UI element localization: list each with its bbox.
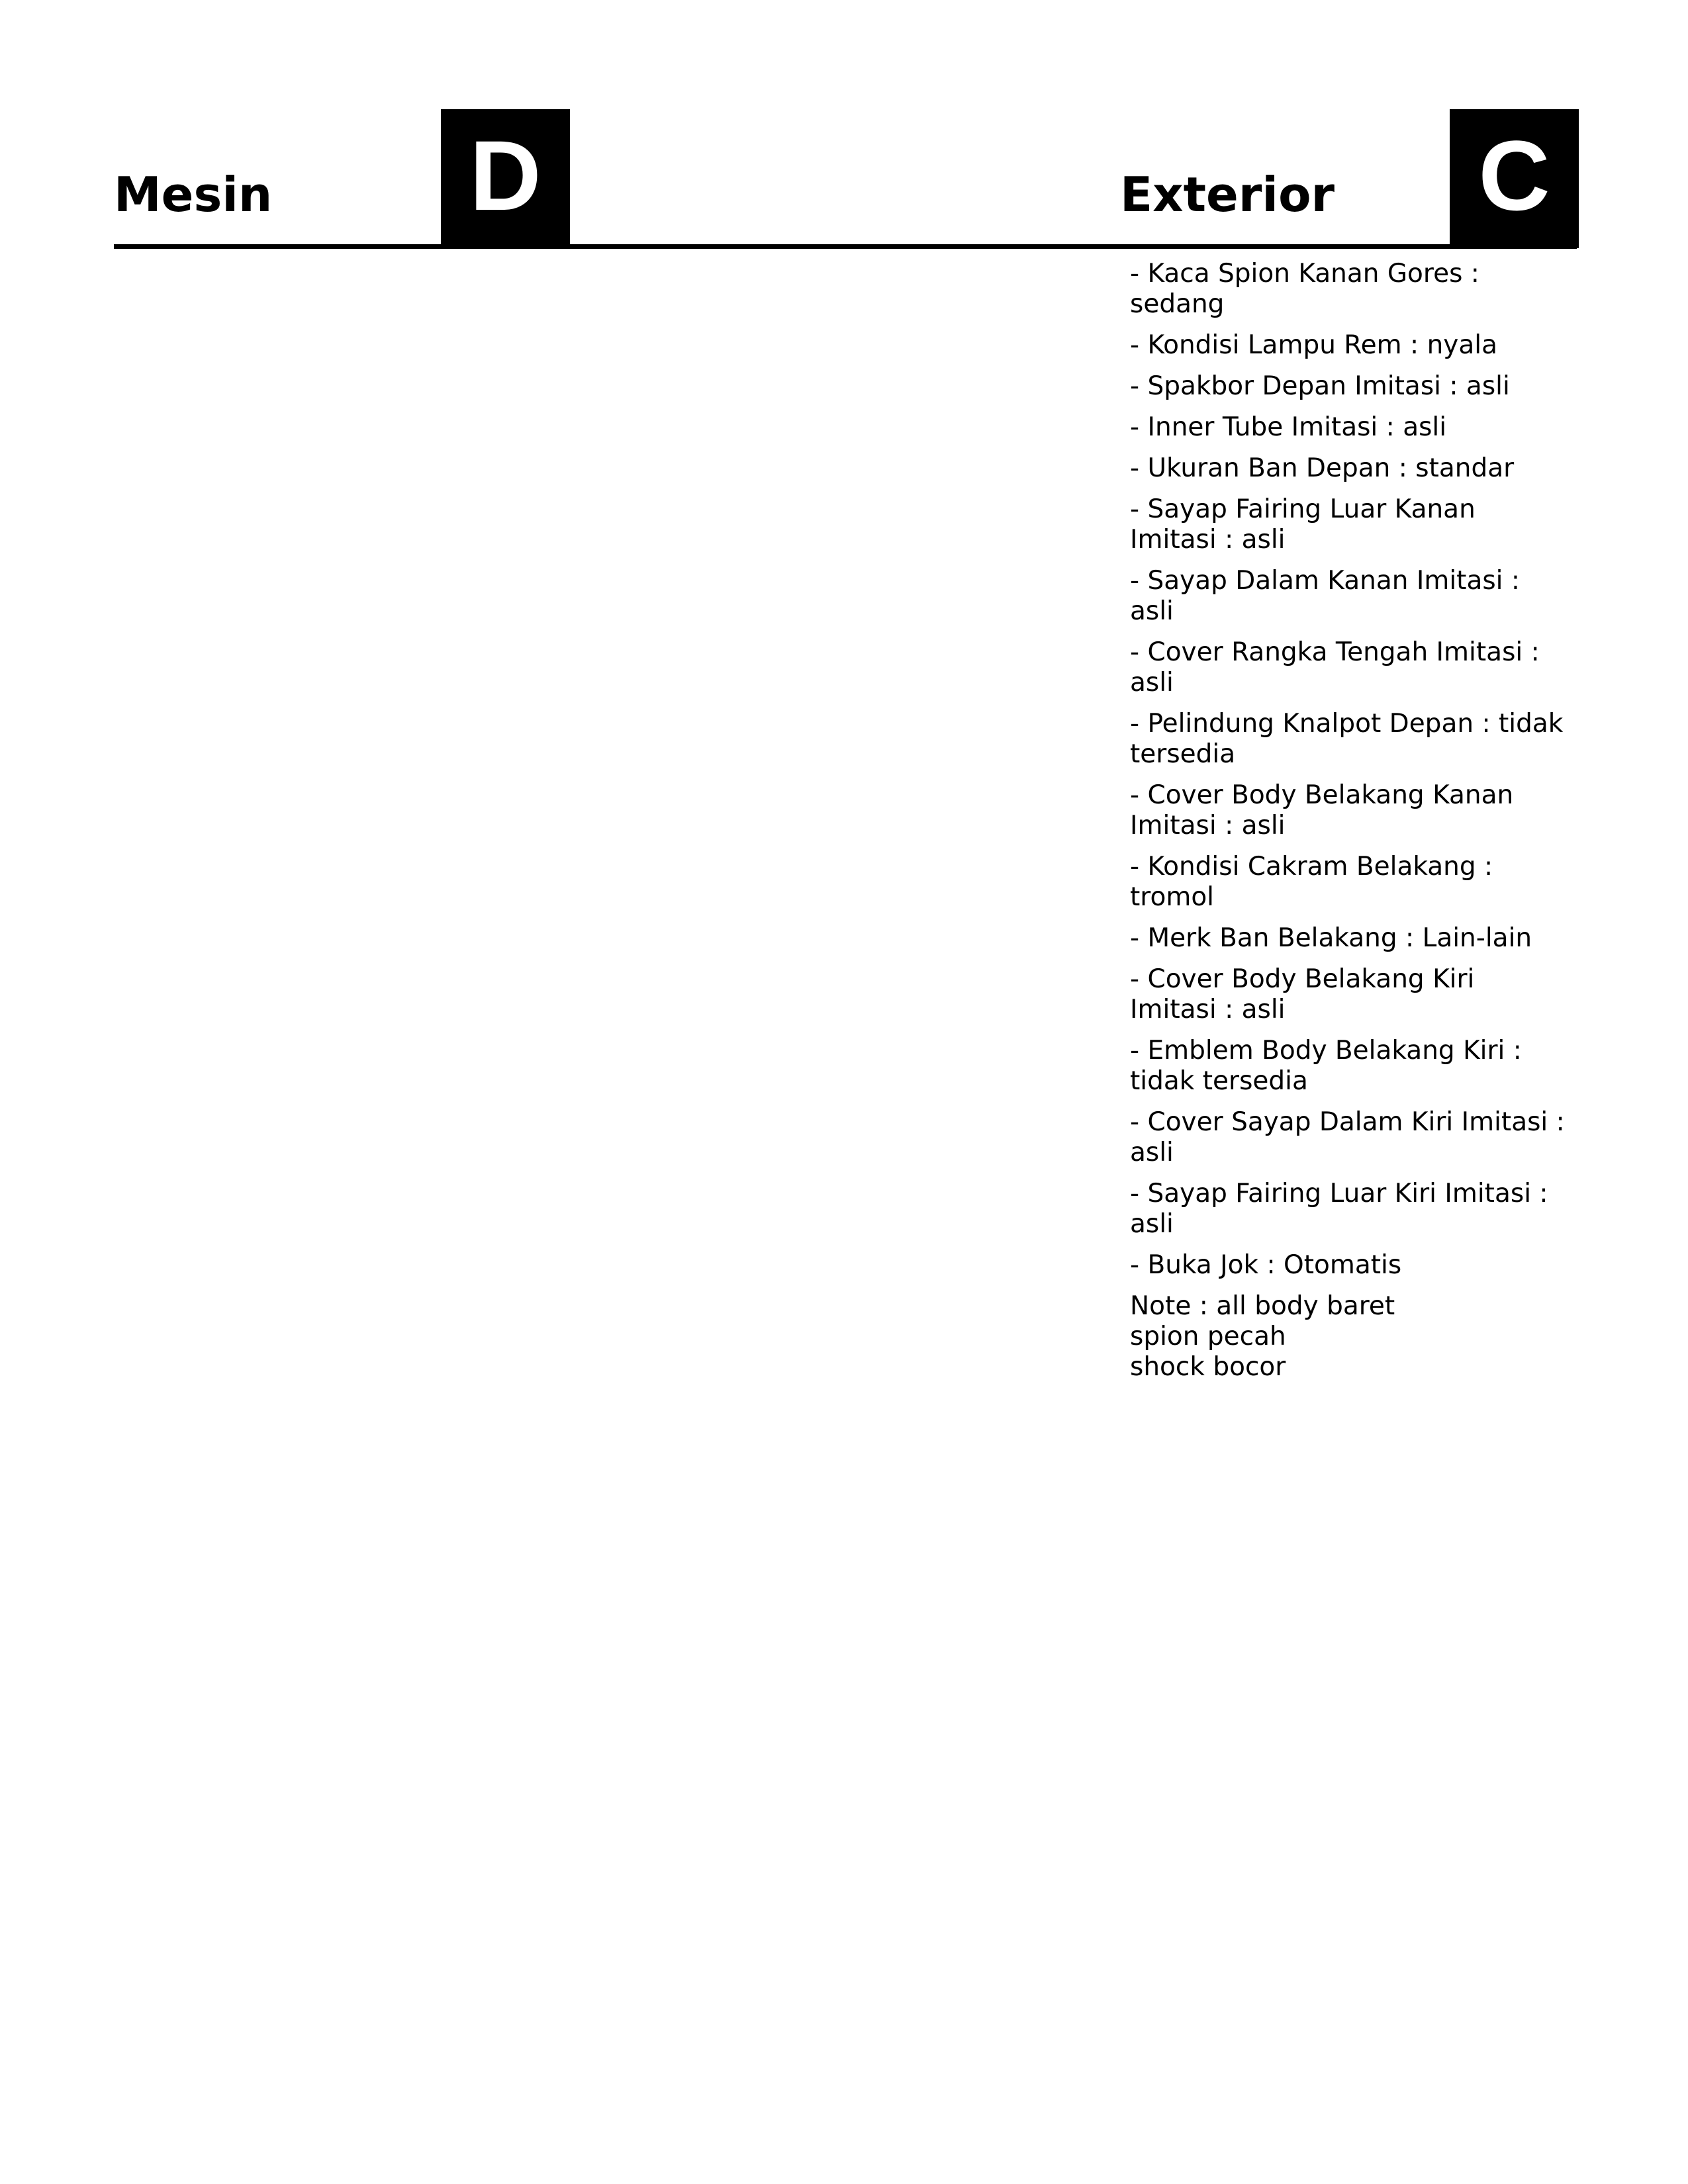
- grade-badge-exterior: C: [1450, 109, 1579, 248]
- section-title-exterior: Exterior: [1120, 167, 1335, 222]
- list-item: - Ukuran Ban Depan : standar: [1130, 453, 1515, 483]
- list-item: - Cover Rangka Tengah Imitasi : asli: [1130, 637, 1540, 698]
- list-item: - Buka Jok : Otomatis: [1130, 1250, 1402, 1280]
- header-divider: [114, 244, 1577, 249]
- note-line: Note : all body baret: [1130, 1291, 1395, 1321]
- exterior-note: [1130, 1291, 1567, 1383]
- list-item: - Kondisi Lampu Rem : nyala: [1130, 330, 1498, 360]
- list-item: - Pelindung Knalpot Depan : tidak tersedia: [1130, 709, 1564, 769]
- exterior-item-list: [1130, 259, 1567, 1393]
- section-title-mesin: Mesin: [114, 167, 273, 222]
- note-line: shock bocor: [1130, 1352, 1286, 1382]
- list-item: - Emblem Body Belakang Kiri : tidak tersedia: [1130, 1036, 1522, 1096]
- list-item: - Inner Tube Imitasi : asli: [1130, 412, 1447, 442]
- grade-badge-mesin: D: [441, 109, 570, 248]
- list-item: - Cover Body Belakang Kiri Imitasi : asli: [1130, 964, 1475, 1024]
- list-item: - Kaca Spion Kanan Gores : sedang: [1130, 259, 1479, 319]
- list-item: - Kondisi Cakram Belakang : tromol: [1130, 852, 1493, 912]
- list-item: - Spakbor Depan Imitasi : asli: [1130, 371, 1510, 401]
- list-item: - Sayap Fairing Luar Kanan Imitasi : asli: [1130, 494, 1476, 555]
- list-item: - Merk Ban Belakang : Lain-lain: [1130, 923, 1532, 953]
- list-item: - Sayap Fairing Luar Kiri Imitasi : asli: [1130, 1179, 1548, 1239]
- list-item: - Sayap Dalam Kanan Imitasi : asli: [1130, 566, 1521, 626]
- note-line: spion pecah: [1130, 1322, 1286, 1351]
- list-item: - Cover Body Belakang Kanan Imitasi : asli: [1130, 780, 1514, 841]
- list-item: - Cover Sayap Dalam Kiri Imitasi : asli: [1130, 1107, 1565, 1167]
